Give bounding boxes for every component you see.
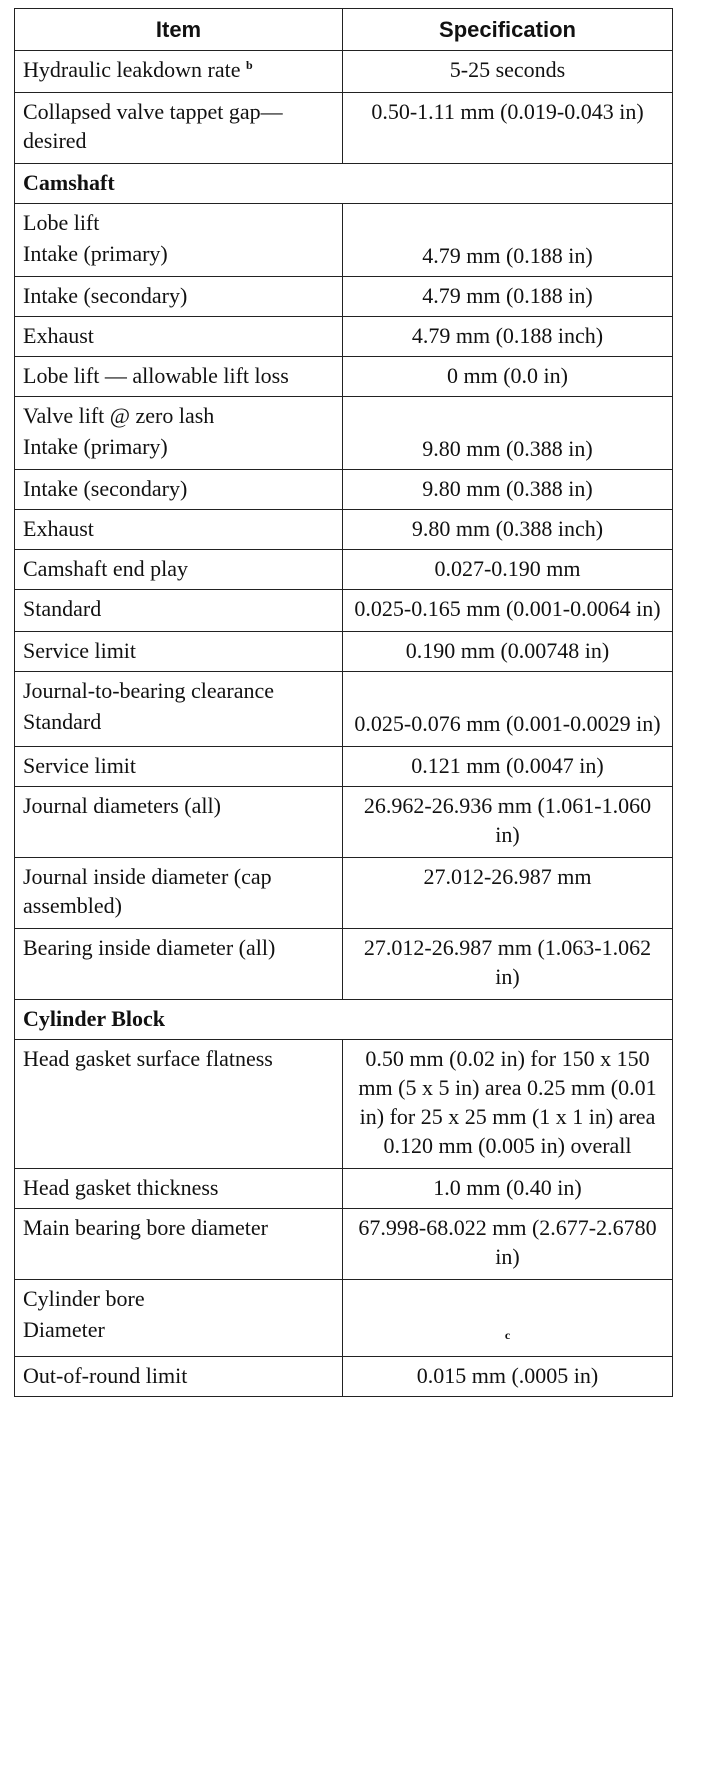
table-row <box>15 858 673 929</box>
table-row <box>15 705 673 747</box>
spec-cell: 9.80 mm (0.388 in) <box>343 470 673 510</box>
table-row <box>15 1357 673 1397</box>
spec-cell <box>343 397 673 431</box>
table-row <box>15 747 673 787</box>
table-row <box>15 929 673 1000</box>
item-cell: Collapsed valve tappet gap—desired <box>15 93 343 164</box>
item-cell: Out-of-round limit <box>15 1357 343 1397</box>
table-row <box>15 510 673 550</box>
spec-cell: 1.0 mm (0.40 in) <box>343 1169 673 1209</box>
item-cell: Intake (primary) <box>15 430 343 470</box>
group-header-row <box>15 204 673 238</box>
table-row <box>15 1209 673 1280</box>
spec-cell <box>343 672 673 706</box>
spec-cell <box>343 1313 673 1357</box>
spec-cell: 4.79 mm (0.188 in) <box>343 277 673 317</box>
item-cell: Camshaft end play <box>15 550 343 590</box>
item-cell: Main bearing bore diameter <box>15 1209 343 1280</box>
item-cell: Intake (secondary) <box>15 470 343 510</box>
spec-cell: 0.50-1.11 mm (0.019-0.043 in) <box>343 93 673 164</box>
spec-cell: 0 mm (0.0 in) <box>343 357 673 397</box>
item-cell: Lobe lift <box>15 204 343 238</box>
item-cell: Diameter <box>15 1313 343 1357</box>
spec-cell: 9.80 mm (0.388 inch) <box>343 510 673 550</box>
spec-cell: 0.50 mm (0.02 in) for 150 x 150 mm (5 x 5 in) area 0.25 mm (0.01 in) for 25 x 25 mm (1 x 1 in) area 0.120 mm (0.005 in) overall <box>343 1040 673 1169</box>
item-cell: Standard <box>15 705 343 747</box>
table-row <box>15 550 673 590</box>
spec-cell: 5-25 seconds <box>343 51 673 93</box>
table-row <box>15 1313 673 1357</box>
item-cell: Cylinder bore <box>15 1280 343 1314</box>
table-header-row <box>15 9 673 51</box>
spec-cell: 0.025-0.076 mm (0.001-0.0029 in) <box>343 705 673 747</box>
table-row <box>15 430 673 470</box>
spec-cell <box>343 1280 673 1314</box>
table-row <box>15 51 673 93</box>
group-header-row <box>15 1280 673 1314</box>
table-row <box>15 357 673 397</box>
table-row <box>15 590 673 632</box>
table-row <box>15 632 673 672</box>
spec-cell: 0.015 mm (.0005 in) <box>343 1357 673 1397</box>
item-cell: Bearing inside diameter (all) <box>15 929 343 1000</box>
group-header-row <box>15 672 673 706</box>
spec-cell: 4.79 mm (0.188 inch) <box>343 317 673 357</box>
spec-cell: 67.998-68.022 mm (2.677-2.6780 in) <box>343 1209 673 1280</box>
table-row <box>15 1169 673 1209</box>
item-cell: Valve lift @ zero lash <box>15 397 343 431</box>
section-title: Cylinder Block <box>15 1000 673 1040</box>
spec-cell: 0.027-0.190 mm <box>343 550 673 590</box>
section-row-camshaft <box>15 164 673 204</box>
item-cell: Intake (secondary) <box>15 277 343 317</box>
column-header-specification: Specification <box>343 9 673 51</box>
spec-cell: 26.962-26.936 mm (1.061-1.060 in) <box>343 787 673 858</box>
item-cell: Exhaust <box>15 317 343 357</box>
column-header-item: Item <box>15 9 343 51</box>
item-cell: Standard <box>15 590 343 632</box>
footnote-marker: c <box>504 1328 511 1342</box>
table-row <box>15 93 673 164</box>
spec-cell: 0.121 mm (0.0047 in) <box>343 747 673 787</box>
spec-cell: 27.012-26.987 mm <box>343 858 673 929</box>
table-row <box>15 237 673 277</box>
item-cell: Journal diameters (all) <box>15 787 343 858</box>
item-cell <box>15 51 343 93</box>
table-row <box>15 787 673 858</box>
item-cell: Head gasket surface flatness <box>15 1040 343 1169</box>
spec-cell <box>343 204 673 238</box>
item-cell: Exhaust <box>15 510 343 550</box>
table-row <box>15 1040 673 1169</box>
item-cell: Service limit <box>15 747 343 787</box>
item-text: Hydraulic leakdown rate <box>23 57 241 82</box>
specification-table <box>14 8 673 1397</box>
spec-cell: 0.025-0.165 mm (0.001-0.0064 in) <box>343 590 673 632</box>
section-title: Camshaft <box>15 164 673 204</box>
item-cell: Journal-to-bearing clearance <box>15 672 343 706</box>
section-row-cylinder-block <box>15 1000 673 1040</box>
spec-cell: 0.190 mm (0.00748 in) <box>343 632 673 672</box>
item-cell: Head gasket thickness <box>15 1169 343 1209</box>
footnote-marker: b <box>245 58 253 72</box>
item-cell: Journal inside diameter (cap assembled) <box>15 858 343 929</box>
table-row <box>15 277 673 317</box>
spec-cell: 9.80 mm (0.388 in) <box>343 430 673 470</box>
spec-cell: 4.79 mm (0.188 in) <box>343 237 673 277</box>
spec-cell: 27.012-26.987 mm (1.063-1.062 in) <box>343 929 673 1000</box>
table-row <box>15 317 673 357</box>
item-cell: Service limit <box>15 632 343 672</box>
item-cell: Lobe lift — allowable lift loss <box>15 357 343 397</box>
table-row <box>15 470 673 510</box>
item-cell: Intake (primary) <box>15 237 343 277</box>
group-header-row <box>15 397 673 431</box>
